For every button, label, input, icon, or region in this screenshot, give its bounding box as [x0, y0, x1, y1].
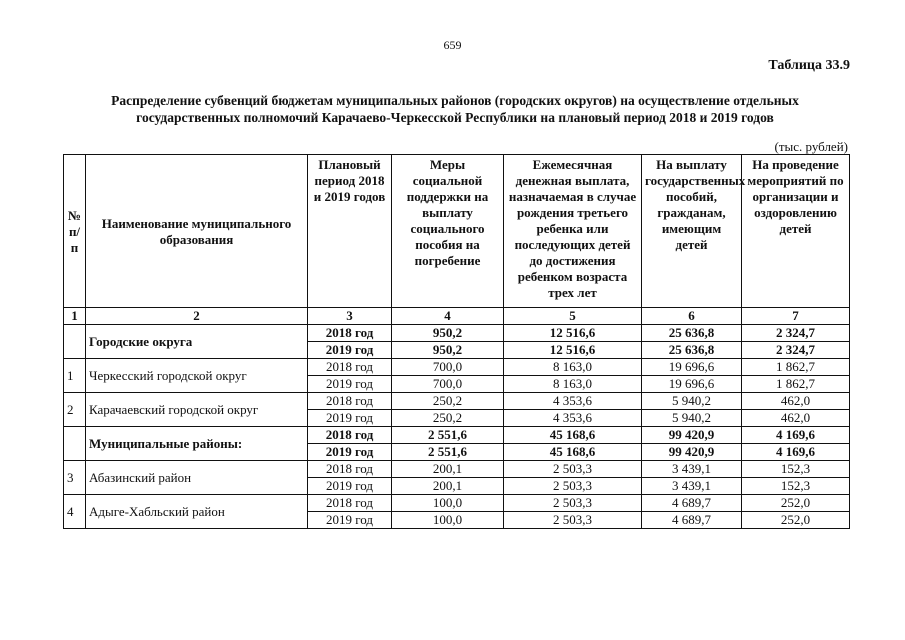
child-benefits-cell: 5 940,2 [642, 393, 742, 410]
header-col-burial-benefit: Меры социальной поддержки на выплату социального пособия на погребение [392, 155, 504, 308]
table-row [64, 325, 850, 342]
child-recreation-cell: 462,0 [742, 410, 850, 427]
child-benefits-cell: 5 940,2 [642, 410, 742, 427]
header-row [64, 155, 850, 308]
year-cell: 2019 год [308, 512, 392, 529]
year-cell: 2018 год [308, 359, 392, 376]
monthly-payment-cell: 12 516,6 [504, 342, 642, 359]
year-cell: 2018 год [308, 495, 392, 512]
municipality-name-cell: Карачаевский городской округ [86, 393, 308, 427]
year-cell: 2019 год [308, 342, 392, 359]
table-row [64, 393, 850, 410]
row-number-cell [64, 427, 86, 461]
index-cell: 5 [504, 308, 642, 325]
municipality-name-cell: Абазинский район [86, 461, 308, 495]
header-col-number: № п/п [64, 155, 86, 308]
table-label: Таблица 33.9 [768, 58, 850, 73]
child-benefits-cell: 19 696,6 [642, 376, 742, 393]
burial-benefit-cell: 2 551,6 [392, 427, 504, 444]
burial-benefit-cell: 100,0 [392, 512, 504, 529]
municipality-name-cell: Городские округа [86, 325, 308, 359]
year-cell: 2018 год [308, 461, 392, 478]
year-cell: 2018 год [308, 325, 392, 342]
child-benefits-cell: 4 689,7 [642, 512, 742, 529]
municipality-name-cell: Муниципальные районы: [86, 427, 308, 461]
burial-benefit-cell: 2 551,6 [392, 444, 504, 461]
child-recreation-cell: 152,3 [742, 478, 850, 495]
monthly-payment-cell: 2 503,3 [504, 495, 642, 512]
row-number-cell: 4 [64, 495, 86, 529]
child-recreation-cell: 1 862,7 [742, 376, 850, 393]
monthly-payment-cell: 2 503,3 [504, 478, 642, 495]
header-col-monthly-payment: Ежемесячная денежная выплата, назначаемая в случае рождения третьего ребенка или последующих детей до достижения ребенком возраста трех лет [504, 155, 642, 308]
burial-benefit-cell: 200,1 [392, 461, 504, 478]
child-benefits-cell: 3 439,1 [642, 478, 742, 495]
index-cell: 6 [642, 308, 742, 325]
burial-benefit-cell: 100,0 [392, 495, 504, 512]
year-cell: 2018 год [308, 427, 392, 444]
burial-benefit-cell: 700,0 [392, 376, 504, 393]
page-number: 659 [443, 38, 462, 52]
child-recreation-cell: 252,0 [742, 495, 850, 512]
burial-benefit-cell: 950,2 [392, 325, 504, 342]
monthly-payment-cell: 12 516,6 [504, 325, 642, 342]
child-recreation-cell: 462,0 [742, 393, 850, 410]
header-col-period: Плановый период 2018 и 2019 годов [308, 155, 392, 308]
child-benefits-cell: 3 439,1 [642, 461, 742, 478]
row-number-cell: 3 [64, 461, 86, 495]
table-body [64, 308, 850, 529]
year-cell: 2019 год [308, 478, 392, 495]
child-recreation-cell: 252,0 [742, 512, 850, 529]
index-cell: 4 [392, 308, 504, 325]
burial-benefit-cell: 950,2 [392, 342, 504, 359]
monthly-payment-cell: 2 503,3 [504, 512, 642, 529]
child-benefits-cell: 19 696,6 [642, 359, 742, 376]
child-benefits-cell: 4 689,7 [642, 495, 742, 512]
burial-benefit-cell: 200,1 [392, 478, 504, 495]
subvention-table [63, 154, 850, 529]
monthly-payment-cell: 2 503,3 [504, 461, 642, 478]
monthly-payment-cell: 45 168,6 [504, 444, 642, 461]
column-index-row [64, 308, 850, 325]
child-benefits-cell: 25 636,8 [642, 325, 742, 342]
header-col-child-recreation: На проведение мероприятий по организации и оздоровлению детей [742, 155, 850, 308]
index-cell: 3 [308, 308, 392, 325]
index-cell: 1 [64, 308, 86, 325]
table-title [60, 92, 850, 126]
year-cell: 2019 год [308, 376, 392, 393]
table-row [64, 427, 850, 444]
monthly-payment-cell: 45 168,6 [504, 427, 642, 444]
row-number-cell [64, 325, 86, 359]
municipality-name-cell: Черкесский городской округ [86, 359, 308, 393]
child-benefits-cell: 99 420,9 [642, 444, 742, 461]
child-benefits-cell: 25 636,8 [642, 342, 742, 359]
index-cell: 7 [742, 308, 850, 325]
monthly-payment-cell: 8 163,0 [504, 359, 642, 376]
burial-benefit-cell: 250,2 [392, 393, 504, 410]
monthly-payment-cell: 4 353,6 [504, 393, 642, 410]
title-line-1: Распределение субвенций бюджетам муниципальных районов (городских округов) на осуществление отдельных [111, 93, 799, 108]
header-col-child-benefits: На выплату государственных пособий, гражданам, имеющим детей [642, 155, 742, 308]
index-cell: 2 [86, 308, 308, 325]
row-number-cell: 2 [64, 393, 86, 427]
child-recreation-cell: 1 862,7 [742, 359, 850, 376]
monthly-payment-cell: 8 163,0 [504, 376, 642, 393]
burial-benefit-cell: 700,0 [392, 359, 504, 376]
child-recreation-cell: 2 324,7 [742, 342, 850, 359]
table-row [64, 461, 850, 478]
child-recreation-cell: 2 324,7 [742, 325, 850, 342]
header-col-name: Наименование муниципального образования [86, 155, 308, 308]
child-recreation-cell: 152,3 [742, 461, 850, 478]
year-cell: 2018 год [308, 393, 392, 410]
burial-benefit-cell: 250,2 [392, 410, 504, 427]
child-recreation-cell: 4 169,6 [742, 444, 850, 461]
year-cell: 2019 год [308, 410, 392, 427]
table-row [64, 495, 850, 512]
municipality-name-cell: Адыге-Хабльский район [86, 495, 308, 529]
units-label: (тыс. рублей) [774, 139, 848, 154]
table-row [64, 359, 850, 376]
title-line-2: государственных полномочий Карачаево-Черкесской Республики на плановый период 2018 и 2019 годов [136, 110, 774, 125]
row-number-cell: 1 [64, 359, 86, 393]
monthly-payment-cell: 4 353,6 [504, 410, 642, 427]
year-cell: 2019 год [308, 444, 392, 461]
child-benefits-cell: 99 420,9 [642, 427, 742, 444]
child-recreation-cell: 4 169,6 [742, 427, 850, 444]
